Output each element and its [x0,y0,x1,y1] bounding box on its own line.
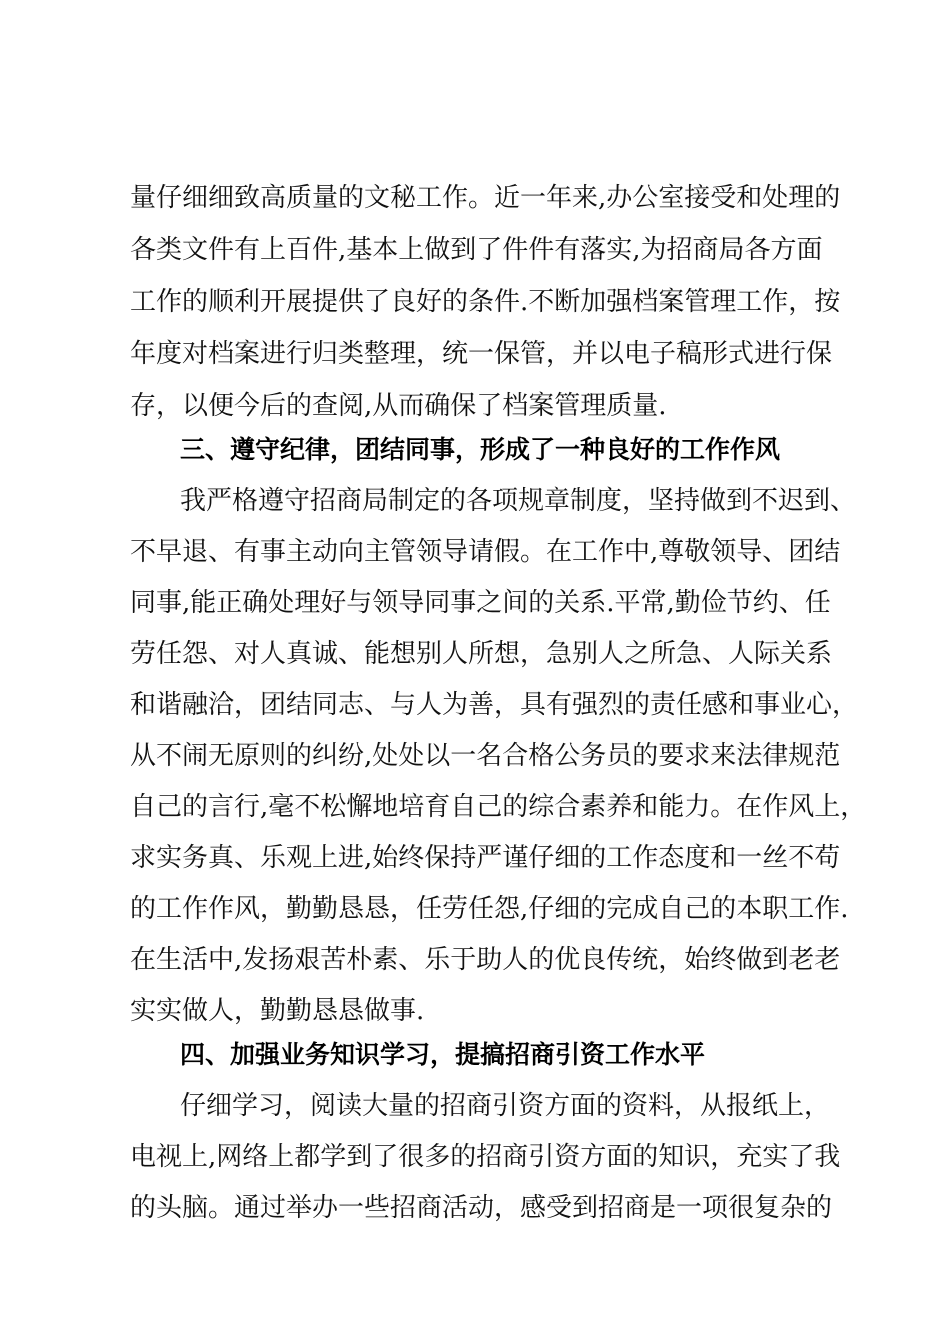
paragraph-line: 存，以便今后的查阅,从而确保了档案管理质量. [130,391,667,421]
paragraph-line: 工作的顺利开展提供了良好的条件.不断加强档案管理工作，按 [130,287,841,317]
paragraph-line: 从不闹无原则的纠纷,处处以一名合格公务员的要求来法律规范 [130,741,841,771]
paragraph-line: 电视上,网络上都学到了很多的招商引资方面的知识，充实了我 [130,1142,841,1172]
paragraph-line: 求实务真、乐观上进,始终保持严谨仔细的工作态度和一丝不苟 [130,843,841,873]
section-heading: 四、加强业务知识学习，提搞招商引资工作水平 [180,1040,706,1069]
paragraph-line: 的工作作风，勤勤恳恳，任劳任怨,仔细的完成自己的本职工作. [130,894,849,924]
paragraph-line: 劳任怨、对人真诚、能想别人所想，急别人之所急、人际关系 [130,639,833,669]
paragraph-line: 自己的言行,毫不松懈地培育自己的综合素养和能力。在作风上， [130,792,867,822]
section-heading: 三、遵守纪律，团结同事，形成了一种良好的工作作风 [180,435,781,464]
paragraph-line: 同事,能正确处理好与领导同事之间的关系.平常,勤俭节约、任 [130,588,831,618]
paragraph-line: 的头脑。通过举办一些招商活动，感受到招商是一项很复杂的 [130,1193,833,1223]
paragraph-line: 在生活中,发扬艰苦朴素、乐于助人的优良传统，始终做到老老 [130,945,841,975]
paragraph-line: 不早退、有事主动向主管领导请假。在工作中,尊敬领导、团结 [130,537,841,567]
paragraph-line: 量仔细细致高质量的文秘工作。近一年来,办公室接受和处理的 [130,183,841,213]
paragraph-line: 和谐融洽，团结同志、与人为善，具有强烈的责任感和事业心， [130,690,859,720]
paragraph-line: 我严格遵守招商局制定的各项规章制度，坚持做到不迟到、 [180,486,857,516]
paragraph-line: 各类文件有上百件,基本上做到了件件有落实,为招商局各方面 [130,235,823,265]
paragraph-line: 年度对档案进行归类整理，统一保管，并以电子稿形式进行保 [130,339,833,369]
paragraph-line: 实实做人，勤勤恳恳做事. [130,996,425,1026]
paragraph-line: 仔细学习，阅读大量的招商引资方面的资料，从报纸上， [180,1091,831,1121]
